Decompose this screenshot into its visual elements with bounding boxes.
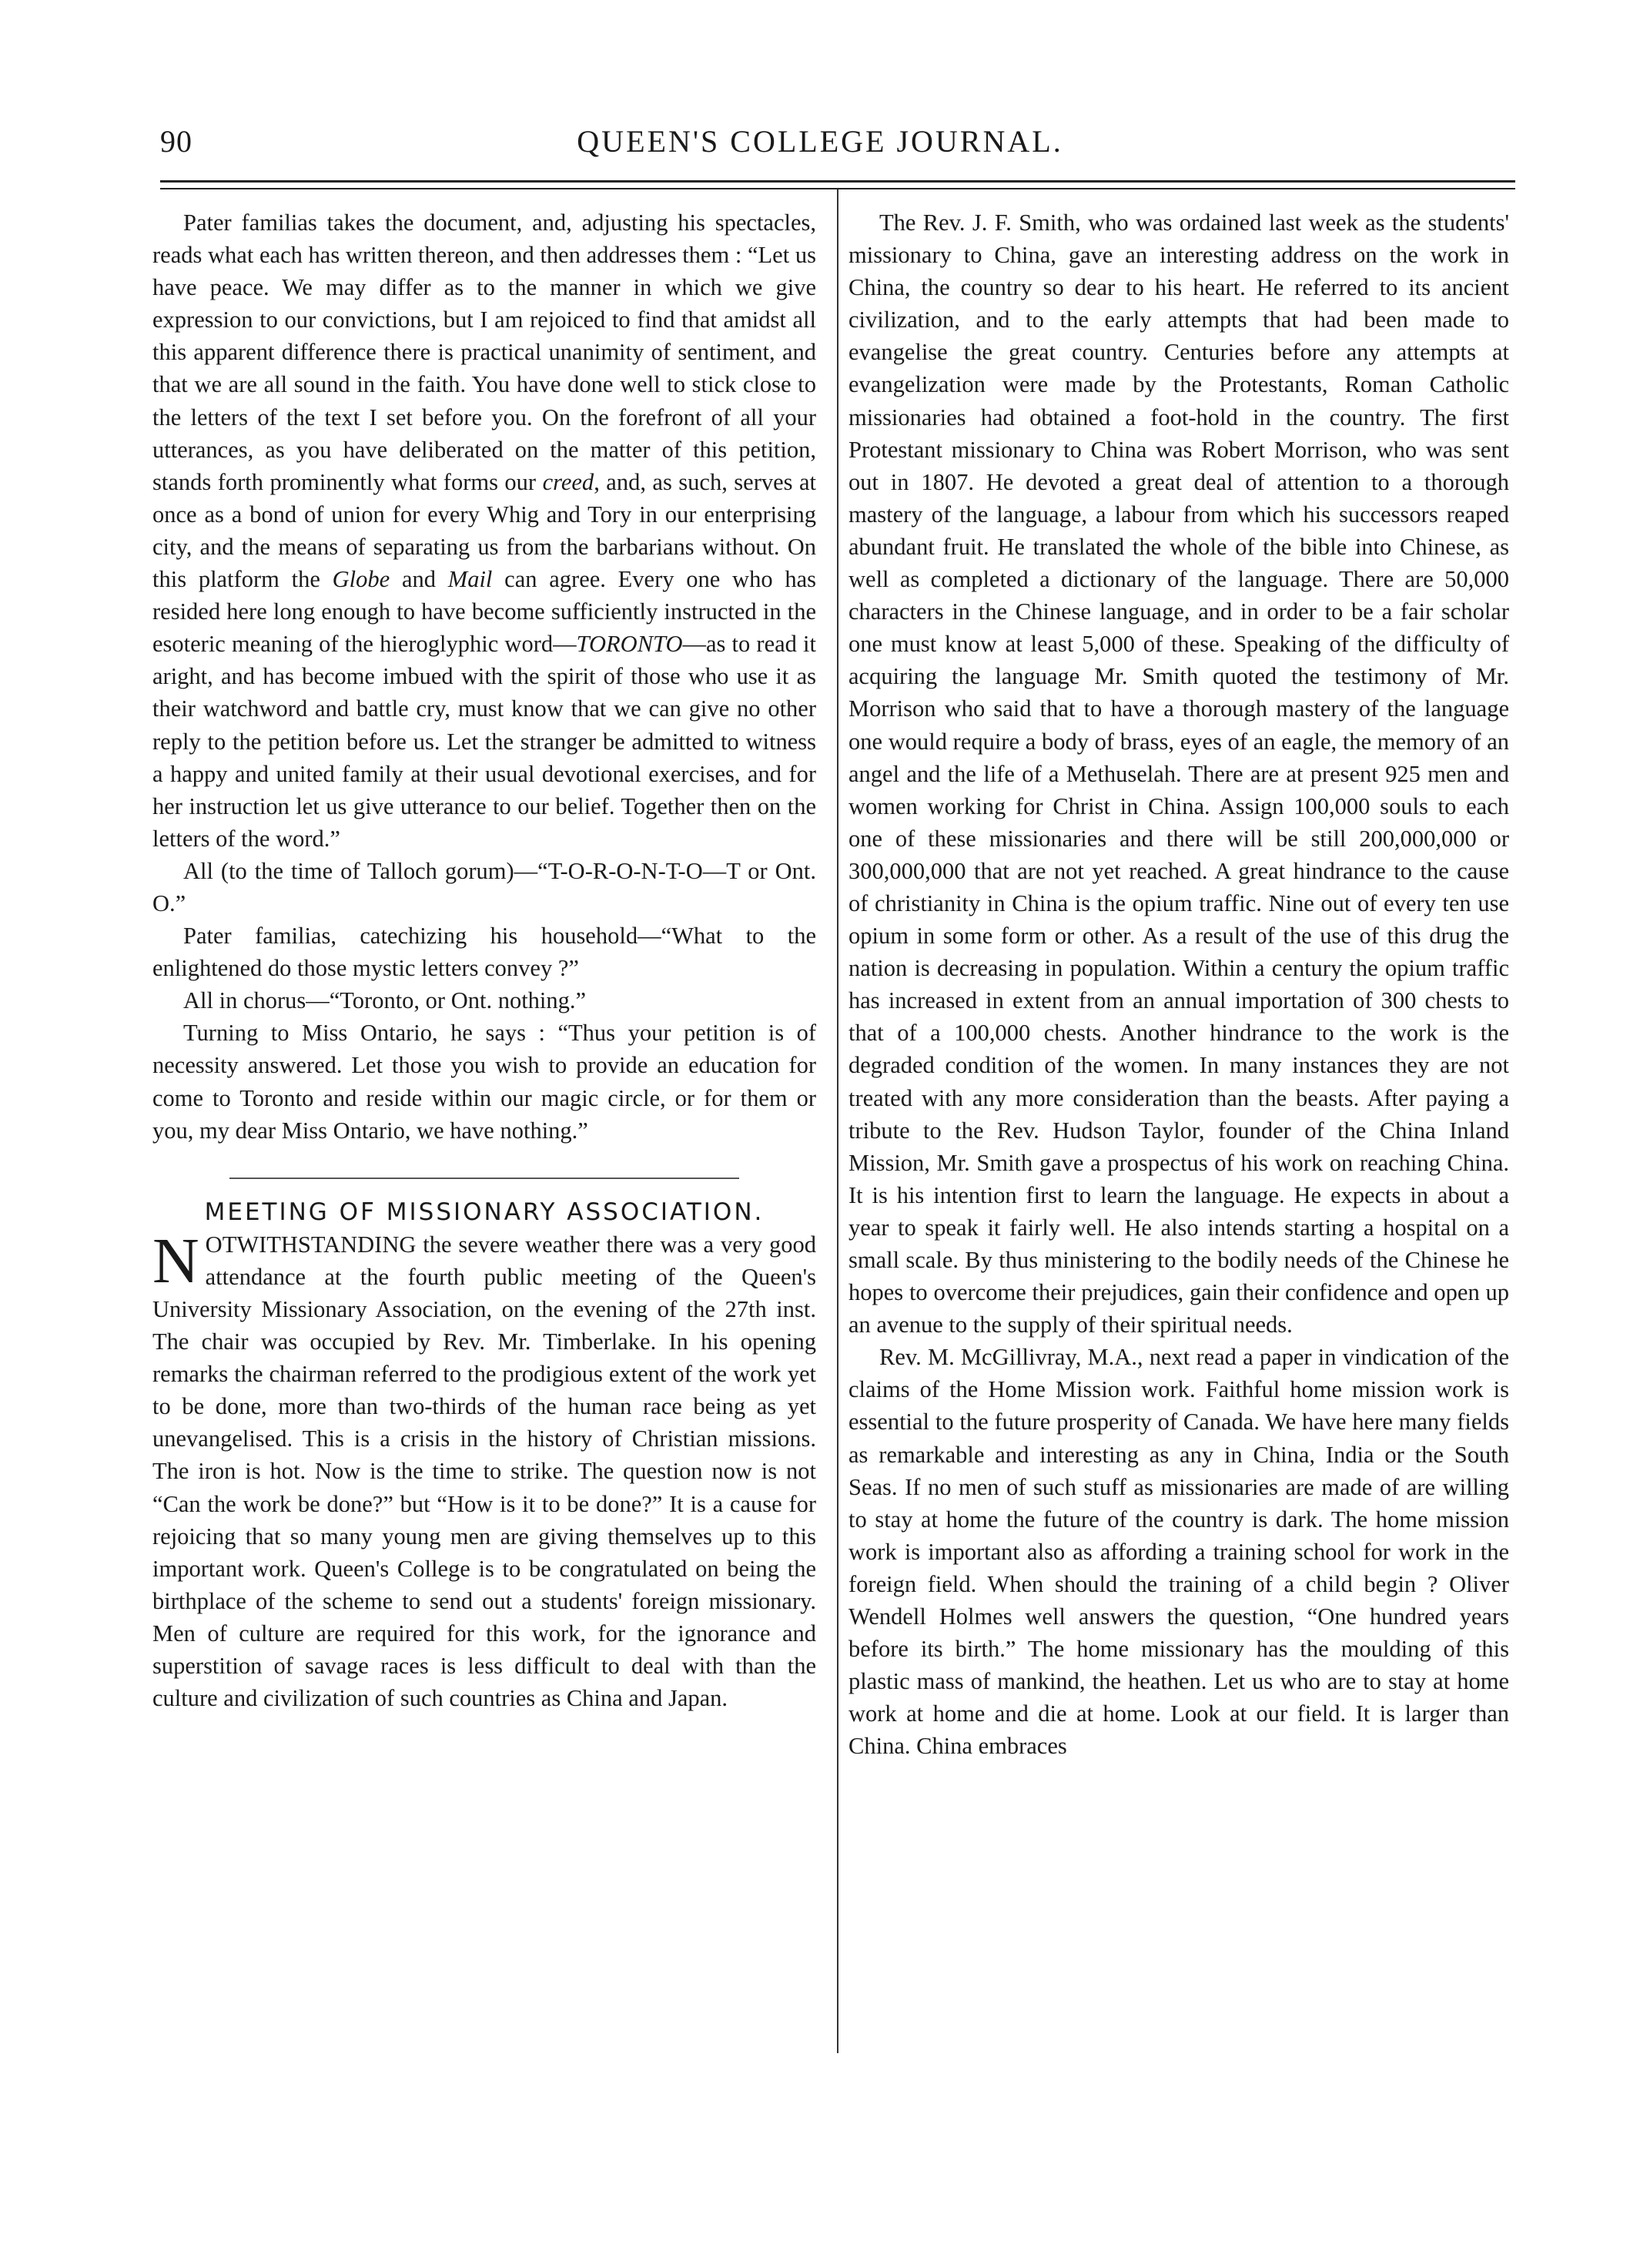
paragraph: Pater familias, catechizing his household—“What to the enlightened do those mystic letters convey ?”	[152, 923, 816, 982]
page-number: 90	[160, 124, 192, 159]
paragraph: The Rev. J. F. Smith, who was ordained last week as the students' missionary to China, gave an interesting address on the work in China, the country so dear to his heart. He referred to its ancient civilization, and to the early attempts that had been made to evangelise the great country. Centuries before any attempts at evangelization were made by the Protestants, Roman Catholic missionaries had obtained a foot-hold in the country. The first Protestant missionary to China was Robert Morrison, who was sent out in 1807. He devoted a great deal of attention to a thorough mastery of the language, a labour from which his successors reaped abundant fruit. He translated the whole of the bible into Chinese, as well as completed a dictionary of the language. There are 50,000 characters in the Chinese language, and in order to be a fair scholar one must know at least 5,000 of these. Speaking of the difficulty of acquiring the language Mr. Smith quoted the testimony of Mr. Morrison who said that to have a thorough mastery of the language one would require a body of brass, eyes of an eagle, the memory of an angel and the life of a Methuselah. There are at present 925 men and women working for Christ in China. Assign 100,000 souls to each one of these missionaries and there will be still 200,000,000 or 300,000,000 that are not yet reached. A great hindrance to the cause of christianity in China is the opium traffic. Nine out of every ten use opium in some form or other. As a result of the use of this drug the nation is decreasing in population. Within a century the opium traffic has increased in extent from an annual importation of 300 chests to that of a 100,000 chests. Another hindrance to the work is the degraded condition of the women. In many instances they are not treated with any more consideration than the beasts. After paying a tribute to the Rev. Hudson Taylor, founder of the China Inland Mission, Mr. Smith gave a prospectus of his work on reaching China. It is his intention first to learn the language. He expects in about a year to speak it fairly well. He also intends starting a hospital on a small scale. By thus ministering to the bodily needs of the Chinese he hopes to overcome their prejudices, gain their confidence and open up an avenue to the supply of their spiritual needs.	[848, 209, 1509, 1338]
paragraph: Pater familias takes the document, and, adjusting his spectacles, reads what each has written thereon, and then addresses them : “Let us have peace. We may differ as to the manner in which we give expression to our convictions, but I am rejoiced to find that amidst all this apparent difference there is practical unanimity of sentiment, and that we are all sound in the faith. You have done well to stick close to the letters of the text I set before you. On the forefront of all your utterances, as you have deliberated on the matter of this petition, stands forth prominently what forms our creed, and, as such, serves at once as a bond of union for every Whig and Tory in our enterprising city, and the means of separating us from the barbarians without. On this platform the Globe and Mail can agree. Every one who has resided here long enough to have become sufficiently instructed in the esoteric meaning of the hieroglyphic word—TORONTO—as to read it aright, and has become imbued with the spirit of those who use it as their watchword and battle cry, must know that we can give no other reply to the petition before us. Let the stranger be admitted to witness a happy and united family at their usual devotional exercises, and for her instruction let us give utterance to our belief. Together then on the letters of the word.”	[152, 209, 817, 852]
right-column	[848, 206, 1509, 1763]
paragraph: All (to the time of Talloch gorum)—“T-O-R-O-N-T-O—T or Ont. O.”	[152, 857, 816, 916]
section-divider	[229, 1178, 739, 1179]
paragraph: Rev. M. McGillivray, M.A., next read a paper in vindication of the claims of the Home Mission work. Faithful home mission work is essential to the future prosperity of Canada. We have here many fields as remarkable and interesting as any in China, India or the South Seas. If no men of such stuff as missionaries are made of are willing to stay at home the future of the country is dark. The home mission work is important also as affording a training school for work in the foreign field. When should the training of a child begin ? Oliver Wendell Holmes well answers the question, “One hundred years before its birth.” The home missionary has the moulding of this plastic mass of mankind, the heathen. Let us who are to stay at home work at home and die at home. Look at our field. It is larger than China. China embraces	[848, 1344, 1509, 1760]
paragraph: All in chorus—“Toronto, or Ont. nothing.”	[183, 987, 587, 1014]
paragraph: NOTWITHSTANDING the severe weather there was a very good attendance at the fourth public meeting of the Queen's University Missionary Association, on the evening of the 27th inst. The chair was occupied by Rev. Mr. Timberlake. In his opening remarks the chairman referred to the prodigious extent of the work yet to be done, more than two-thirds of the human race being as yet unevangelised. This is a crisis in the history of Christian missions. The iron is hot. Now is the time to strike. The question now is not “Can the work be done?” but “How is it to be done?” It is a cause for rejoicing that so many young men are giving themselves up to this important work. Queen's College is to be congratulated on being the birthplace of the scheme to send out a students' foreign missionary. Men of culture are required for this work, for the ignorance and superstition of savage races is less difficult to deal with than the culture and civilization of such countries as China and Japan.	[152, 1224, 816, 1712]
section-heading: MEETING OF MISSIONARY ASSOCIATION.	[204, 1198, 765, 1226]
column-divider	[837, 189, 838, 2053]
left-column	[152, 206, 816, 1714]
running-head: QUEEN'S COLLEGE JOURNAL.	[577, 124, 1063, 159]
header-rule	[160, 180, 1515, 189]
paragraph: Turning to Miss Ontario, he says : “Thus your petition is of necessity answered. Let those you wish to provide an education for come to Toronto and reside within our magic circle, or for them or you, my dear Miss Ontario, we have nothing.”	[152, 1020, 816, 1144]
drop-cap: N	[152, 1224, 199, 1297]
